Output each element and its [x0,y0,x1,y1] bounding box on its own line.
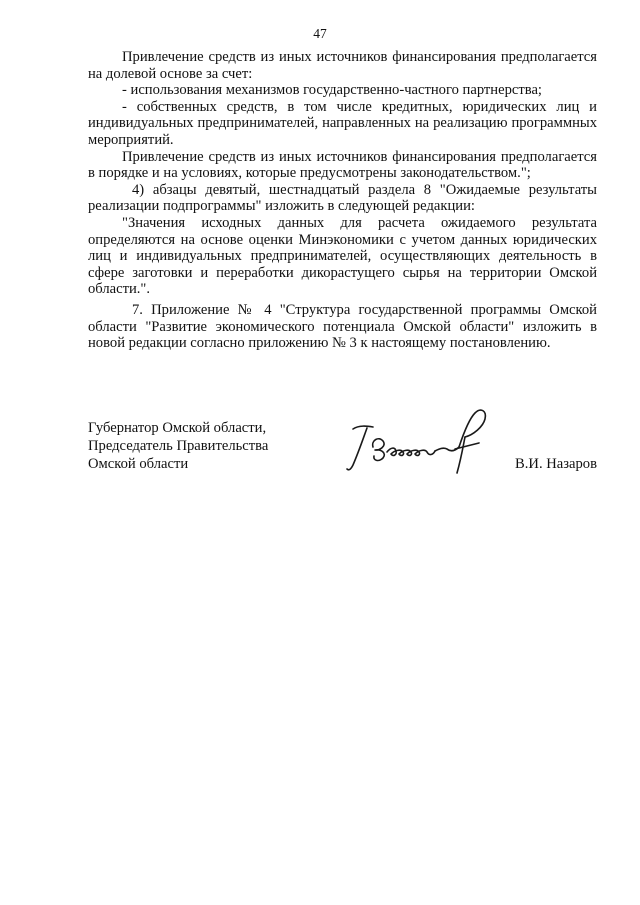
signature-block [88,419,597,499]
signatory-title-line: Председатель Правительства [88,438,269,454]
paragraph-expected-results: "Значения исходных данных для расчета ожидаемого результата определяются на основе оценки Минэкономики с учетом данных юридических лиц и индивидуальных предпринимателей, осуществляющих деятельность в сфере заготовки и переработки дикорастущего сырья на территории Омской области.". [88,214,597,298]
signatory-title-line: Губернатор Омской области, [88,420,267,436]
paragraph-amendment-7: 7. Приложение № 4 "Структура государственной программы Омской области "Развитие экономического потенциала Омской области" изложить в новой редакции согласно приложению № 3 к настоящему постановлению. [88,301,597,352]
signatory-name: В.И. Назаров [515,456,597,472]
document-body [88,49,597,352]
page-number: 47 [313,26,327,41]
paragraph-financing-share: Привлечение средств из иных источников финансирования предполагается на долевой основе за счет: [88,49,597,82]
handwritten-signature [343,407,513,487]
paragraph-amendment-4: 4) абзацы девятый, шестнадцатый раздела 8 "Ожидаемые результаты реализации подпрограммы" изложить в следующей редакции: [88,181,597,215]
paragraph-financing-conditions: Привлечение средств из иных источников финансирования предполагается в порядке и на условиях, которые предусмотрены законодательством."; [88,148,597,182]
list-item-ppp: - использования механизмов государственно-частного партнерства; [122,82,542,99]
signatory-title [88,419,348,473]
list-item-own-funds: - собственных средств, в том числе кредитных, юридических лиц и индивидуальных предпринимателей, направленных на реализацию программных мероприятий. [88,98,597,148]
signatory-title-line: Омской области [88,456,189,472]
